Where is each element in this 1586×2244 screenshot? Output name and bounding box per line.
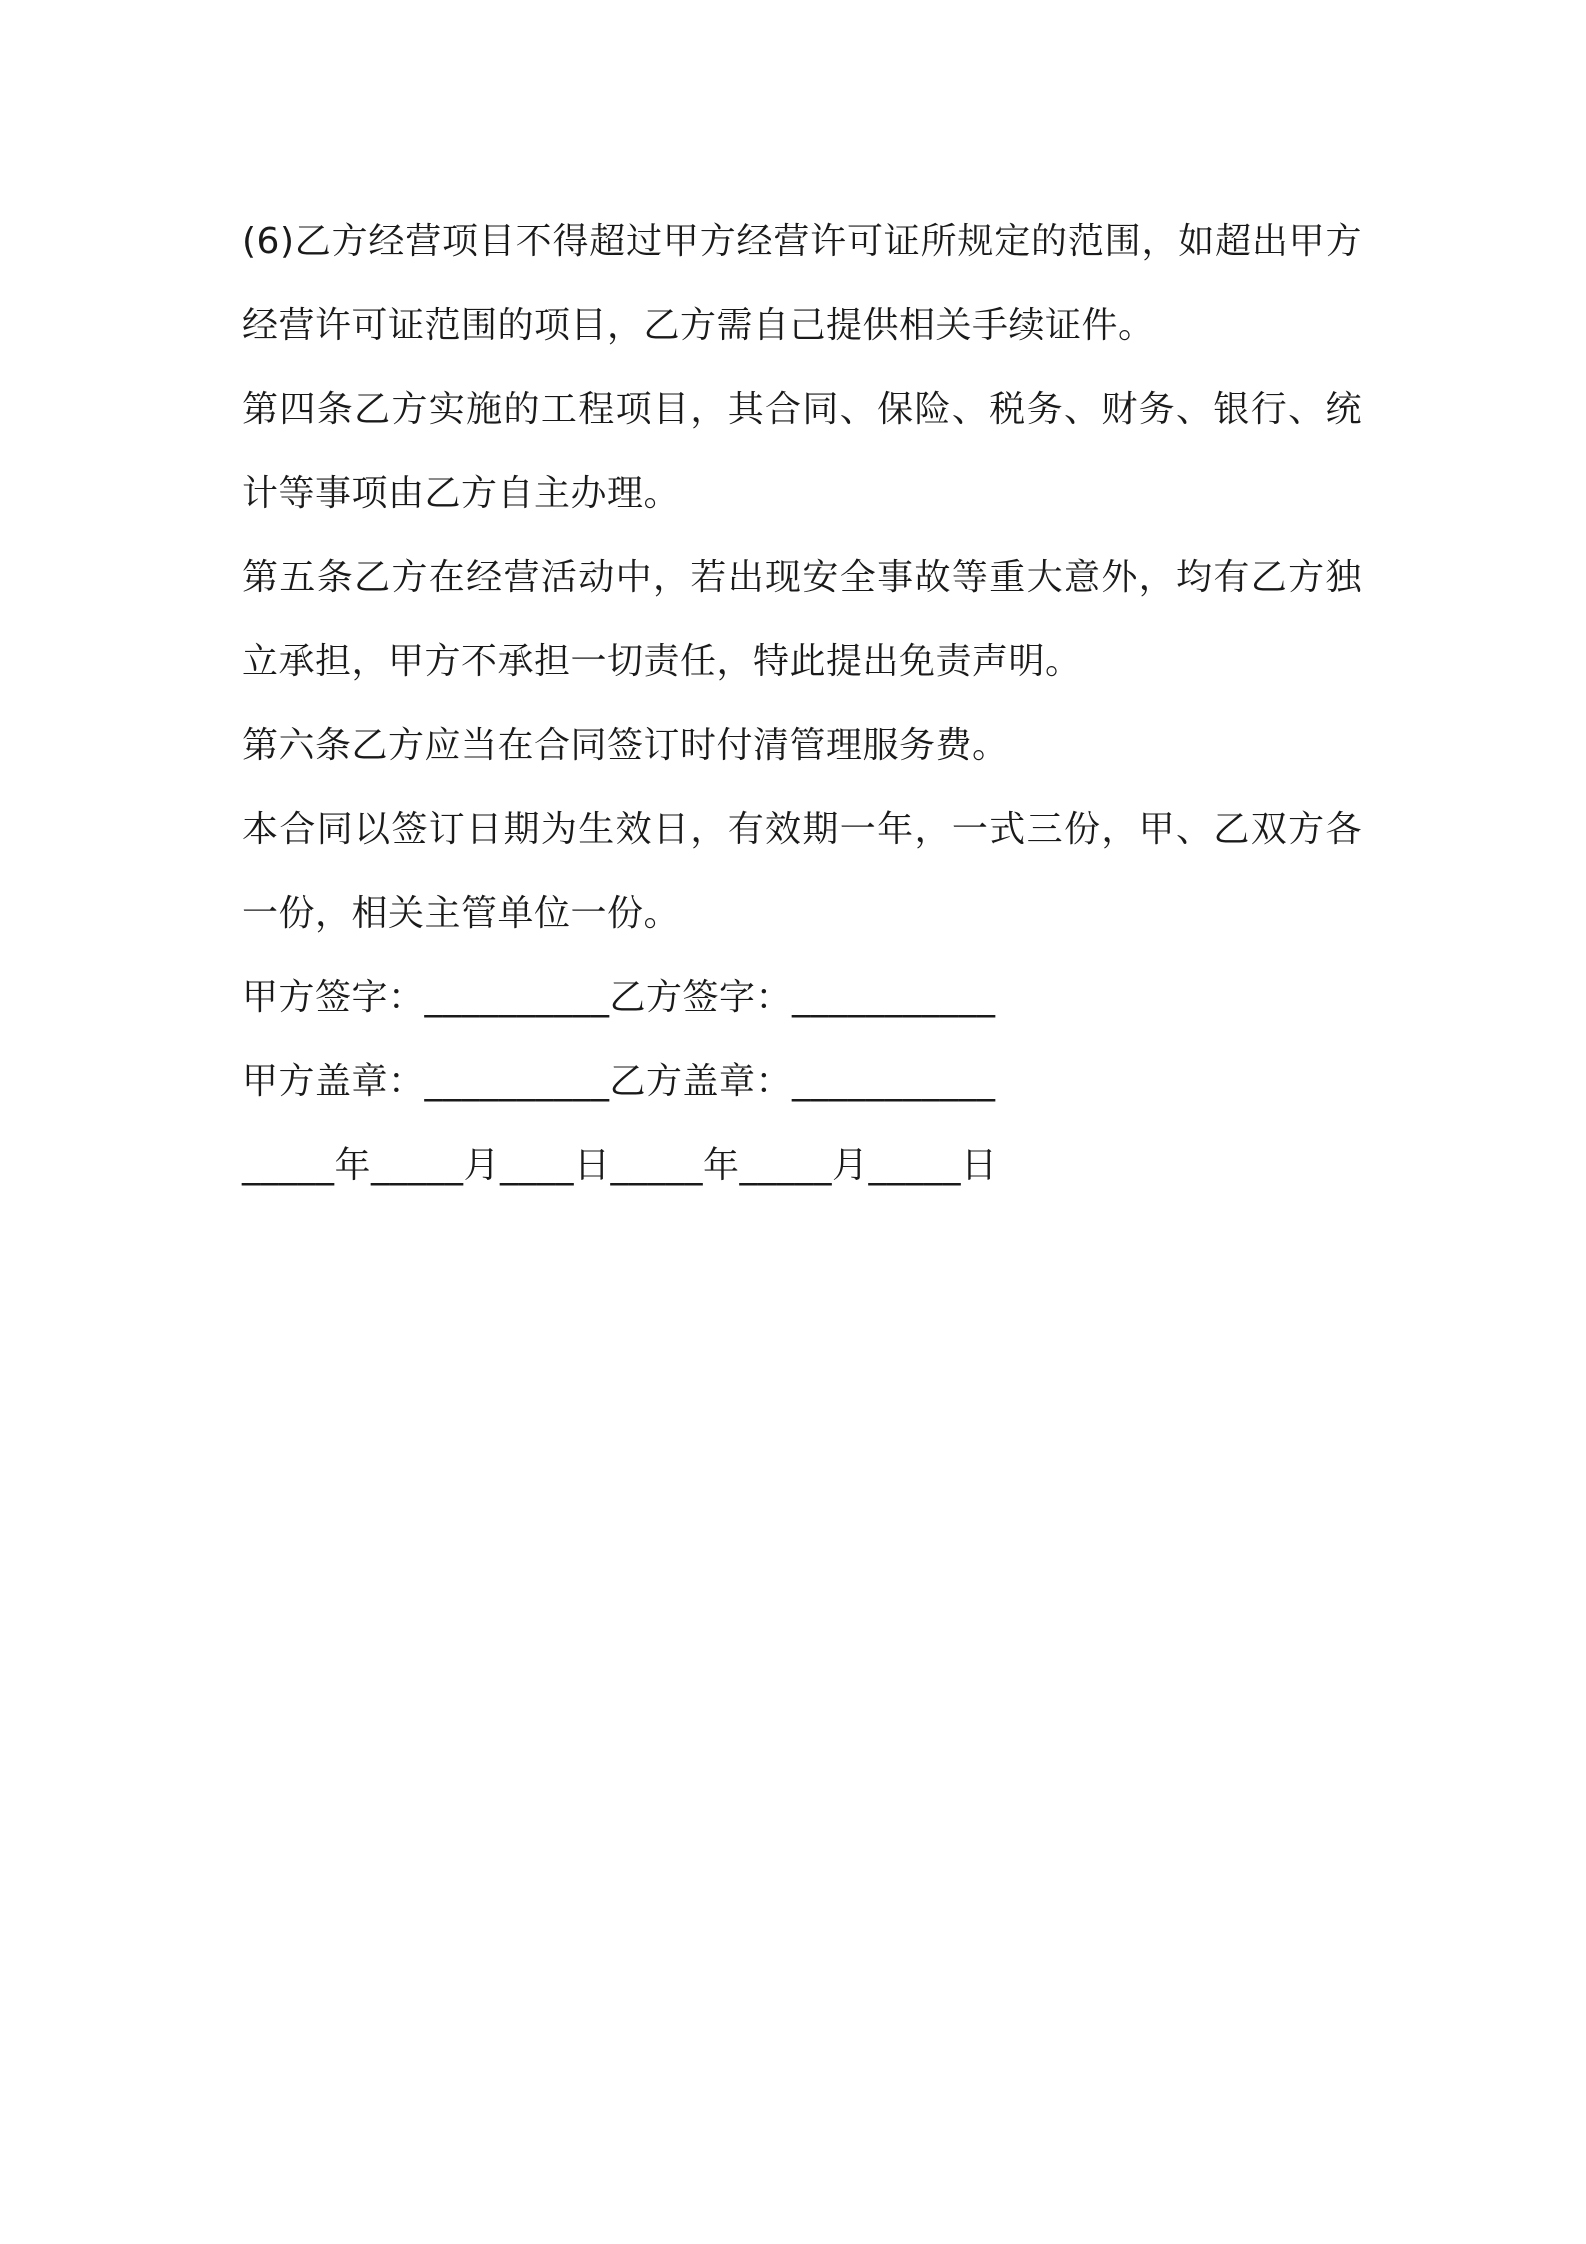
signature-line: 甲方签字：__________乙方签字：___________ xyxy=(242,977,996,1018)
article-4: 第四条乙方实施的工程项目，其合同、保险、税务、财务、银行、统计等事项由乙方自主办理。 xyxy=(242,389,1362,514)
clause-6: (6)乙方经营项目不得超过甲方经营许可证所规定的范围，如超出甲方经营许可证范围的项目，乙方需自己提供相关手续证件。 xyxy=(242,221,1362,346)
article-6: 第六条乙方应当在合同签订时付清管理服务费。 xyxy=(242,725,1009,766)
document-body xyxy=(242,200,1362,1208)
effective-date-clause: 本合同以签订日期为生效日，有效期一年，一式三份，甲、乙双方各一份，相关主管单位一份。 xyxy=(242,809,1362,934)
date-line: _____年_____月____日_____年_____月_____日 xyxy=(242,1145,998,1186)
seal-line: 甲方盖章：__________乙方盖章：___________ xyxy=(242,1061,996,1102)
article-5: 第五条乙方在经营活动中，若出现安全事故等重大意外，均有乙方独立承担，甲方不承担一切责任，特此提出免责声明。 xyxy=(242,557,1362,682)
